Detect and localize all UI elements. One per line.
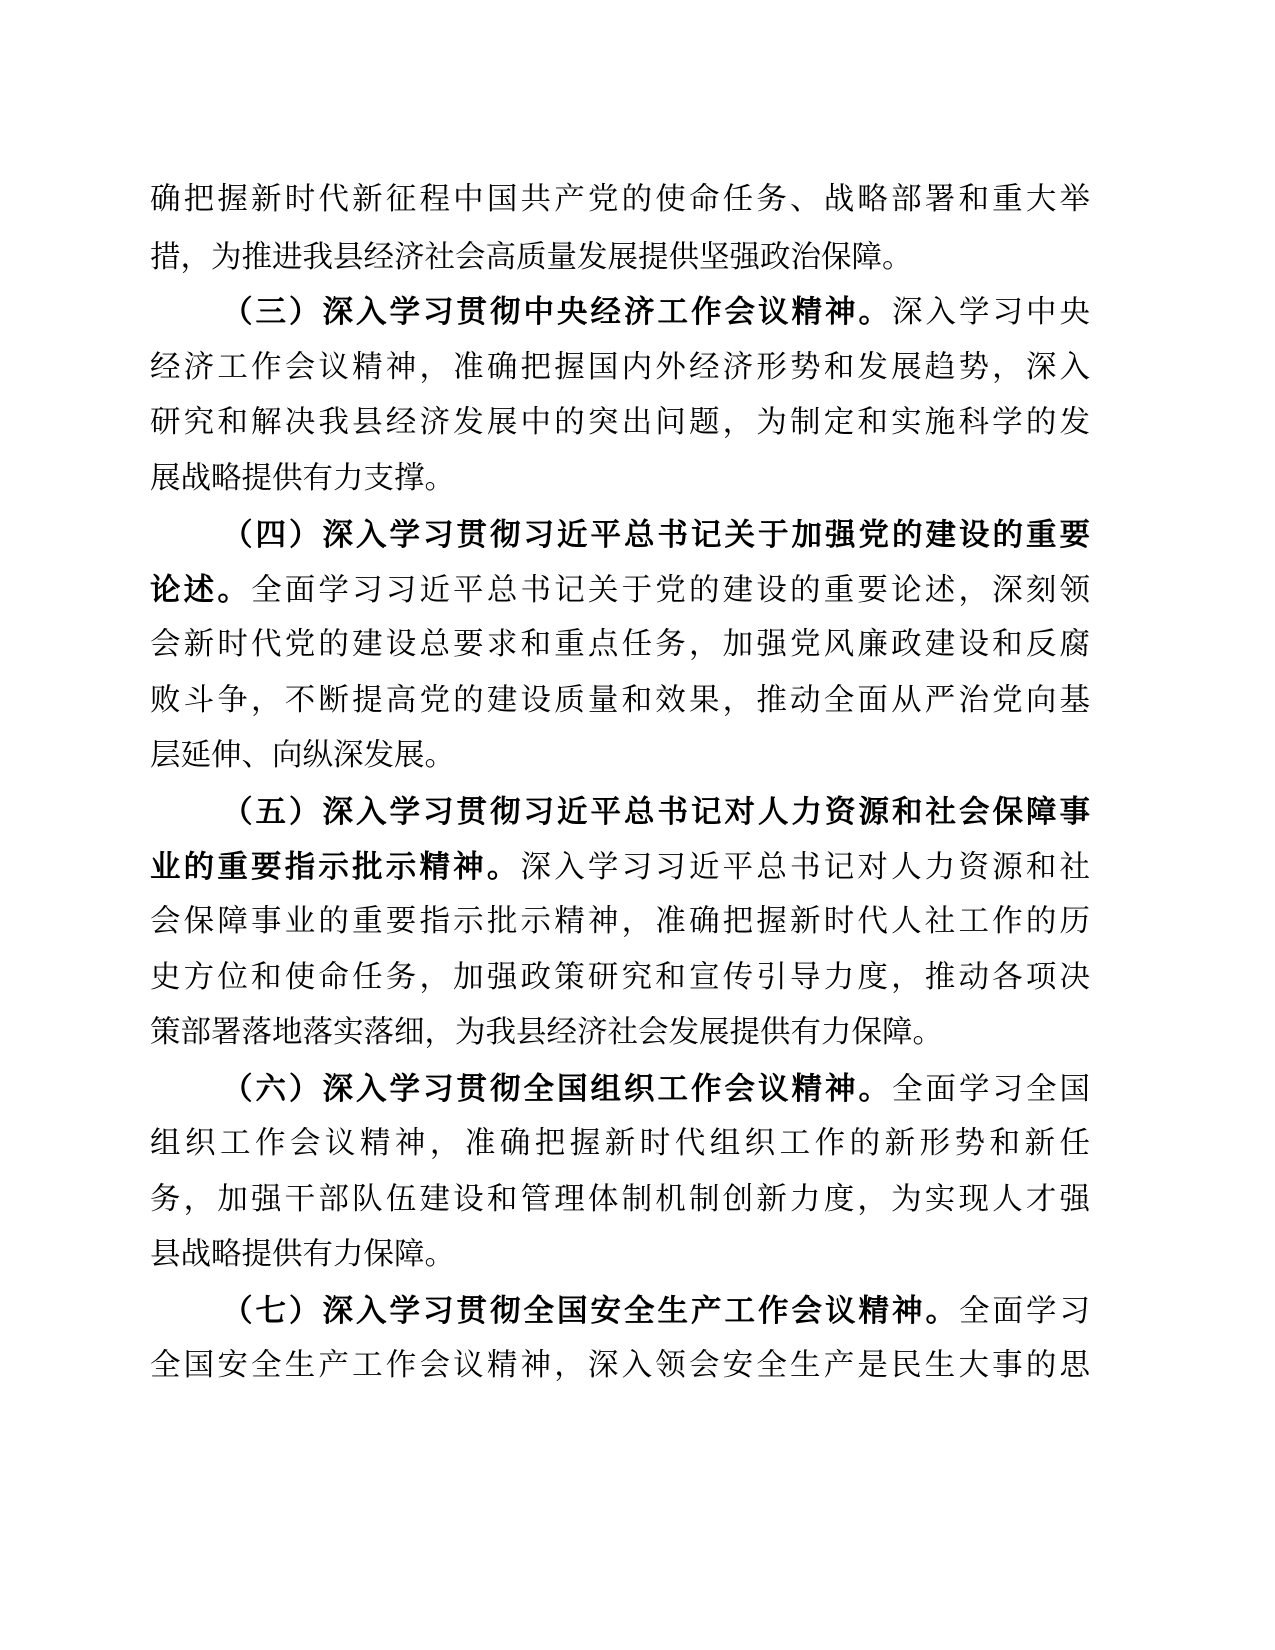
section-7-heading: （七）深入学习贯彻全国安全生产工作会议精神。 — [222, 1293, 959, 1329]
line-text: 经济工作会议精神，准确把握国内外经济形势和发展趋势，深入 — [150, 350, 1090, 385]
section-6-heading: （六）深入学习贯彻全国组织工作会议精神。 — [222, 1071, 892, 1107]
section-4-heading: （四）深入学习贯彻习近平总书记关于加强党的建设的重要 — [222, 517, 1090, 553]
section-5-heading: （五）深入学习贯彻习近平总书记对人力资源和社会保障事 — [222, 794, 1090, 830]
line-text: 全国安全生产工作会议精神，深入领会安全生产是民生大事的思 — [150, 1348, 1090, 1383]
line-text: 展战略提供有力支撑。 — [150, 461, 455, 496]
line-text: 败斗争，不断提高党的建设质量和效果，推动全面从严治党向基 — [150, 683, 1090, 718]
line-text: 确把握新时代新征程中国共产党的使命任务、战略部署和重大举 — [150, 182, 1090, 217]
line-text: 全面学习习近平总书记关于党的建设的重要论述，深刻领 — [251, 573, 1090, 608]
body-line — [150, 620, 1090, 670]
section-6-text: 全面学习全国 — [892, 1072, 1090, 1107]
body-line — [150, 565, 1090, 615]
body-line — [150, 842, 1090, 892]
line-text: 措，为推进我县经济社会高质量发展提供坚强政治保障。 — [150, 240, 913, 275]
body-line — [150, 1341, 1090, 1391]
section-heading-line — [222, 787, 1090, 837]
body-line — [150, 731, 1090, 781]
line-text: 深入学习习近平总书记对人力资源和社 — [520, 850, 1090, 885]
body-line — [150, 1119, 1090, 1169]
section-5-heading-end: 业的重要指示批示精神。 — [150, 849, 521, 885]
section-heading-line — [222, 1286, 1090, 1336]
line-text: 会新时代党的建设总要求和重点任务，加强党风廉政建设和反腐 — [150, 627, 1090, 662]
line-text: 层延伸、向纵深发展。 — [150, 738, 455, 773]
line-text: 组织工作会议精神，准确把握新时代组织工作的新形势和新任 — [150, 1126, 1090, 1161]
line-text: 策部署落地落实落细，为我县经济社会发展提供有力保障。 — [150, 1015, 943, 1050]
line-text: 县战略提供有力保障。 — [150, 1237, 455, 1272]
body-line — [150, 454, 1090, 504]
body-line — [150, 1230, 1090, 1280]
body-line — [150, 676, 1090, 726]
body-line — [150, 897, 1090, 947]
section-heading-line — [222, 287, 1090, 337]
body-line — [150, 398, 1090, 448]
section-heading-line — [222, 510, 1090, 560]
line-text: 研究和解决我县经济发展中的突出问题，为制定和实施科学的发 — [150, 405, 1090, 440]
section-7-text: 全面学习 — [959, 1294, 1090, 1329]
line-text: 会保障事业的重要指示批示精神，准确把握新时代人社工作的历 — [150, 904, 1090, 939]
body-line — [150, 175, 1090, 225]
line-text: 史方位和使命任务，加强政策研究和宣传引导力度，推动各项决 — [150, 960, 1090, 995]
body-line — [150, 1175, 1090, 1225]
section-4-heading-end: 论述。 — [150, 572, 252, 608]
section-3-heading: （三）深入学习贯彻中央经济工作会议精神。 — [222, 294, 892, 330]
section-heading-line — [222, 1064, 1090, 1114]
body-line — [150, 343, 1090, 393]
body-line — [150, 1008, 1090, 1058]
body-line — [150, 953, 1090, 1003]
body-line — [150, 233, 1090, 283]
line-text: 务，加强干部队伍建设和管理体制机制创新力度，为实现人才强 — [150, 1182, 1090, 1217]
section-3-text: 深入学习中央 — [892, 295, 1090, 330]
